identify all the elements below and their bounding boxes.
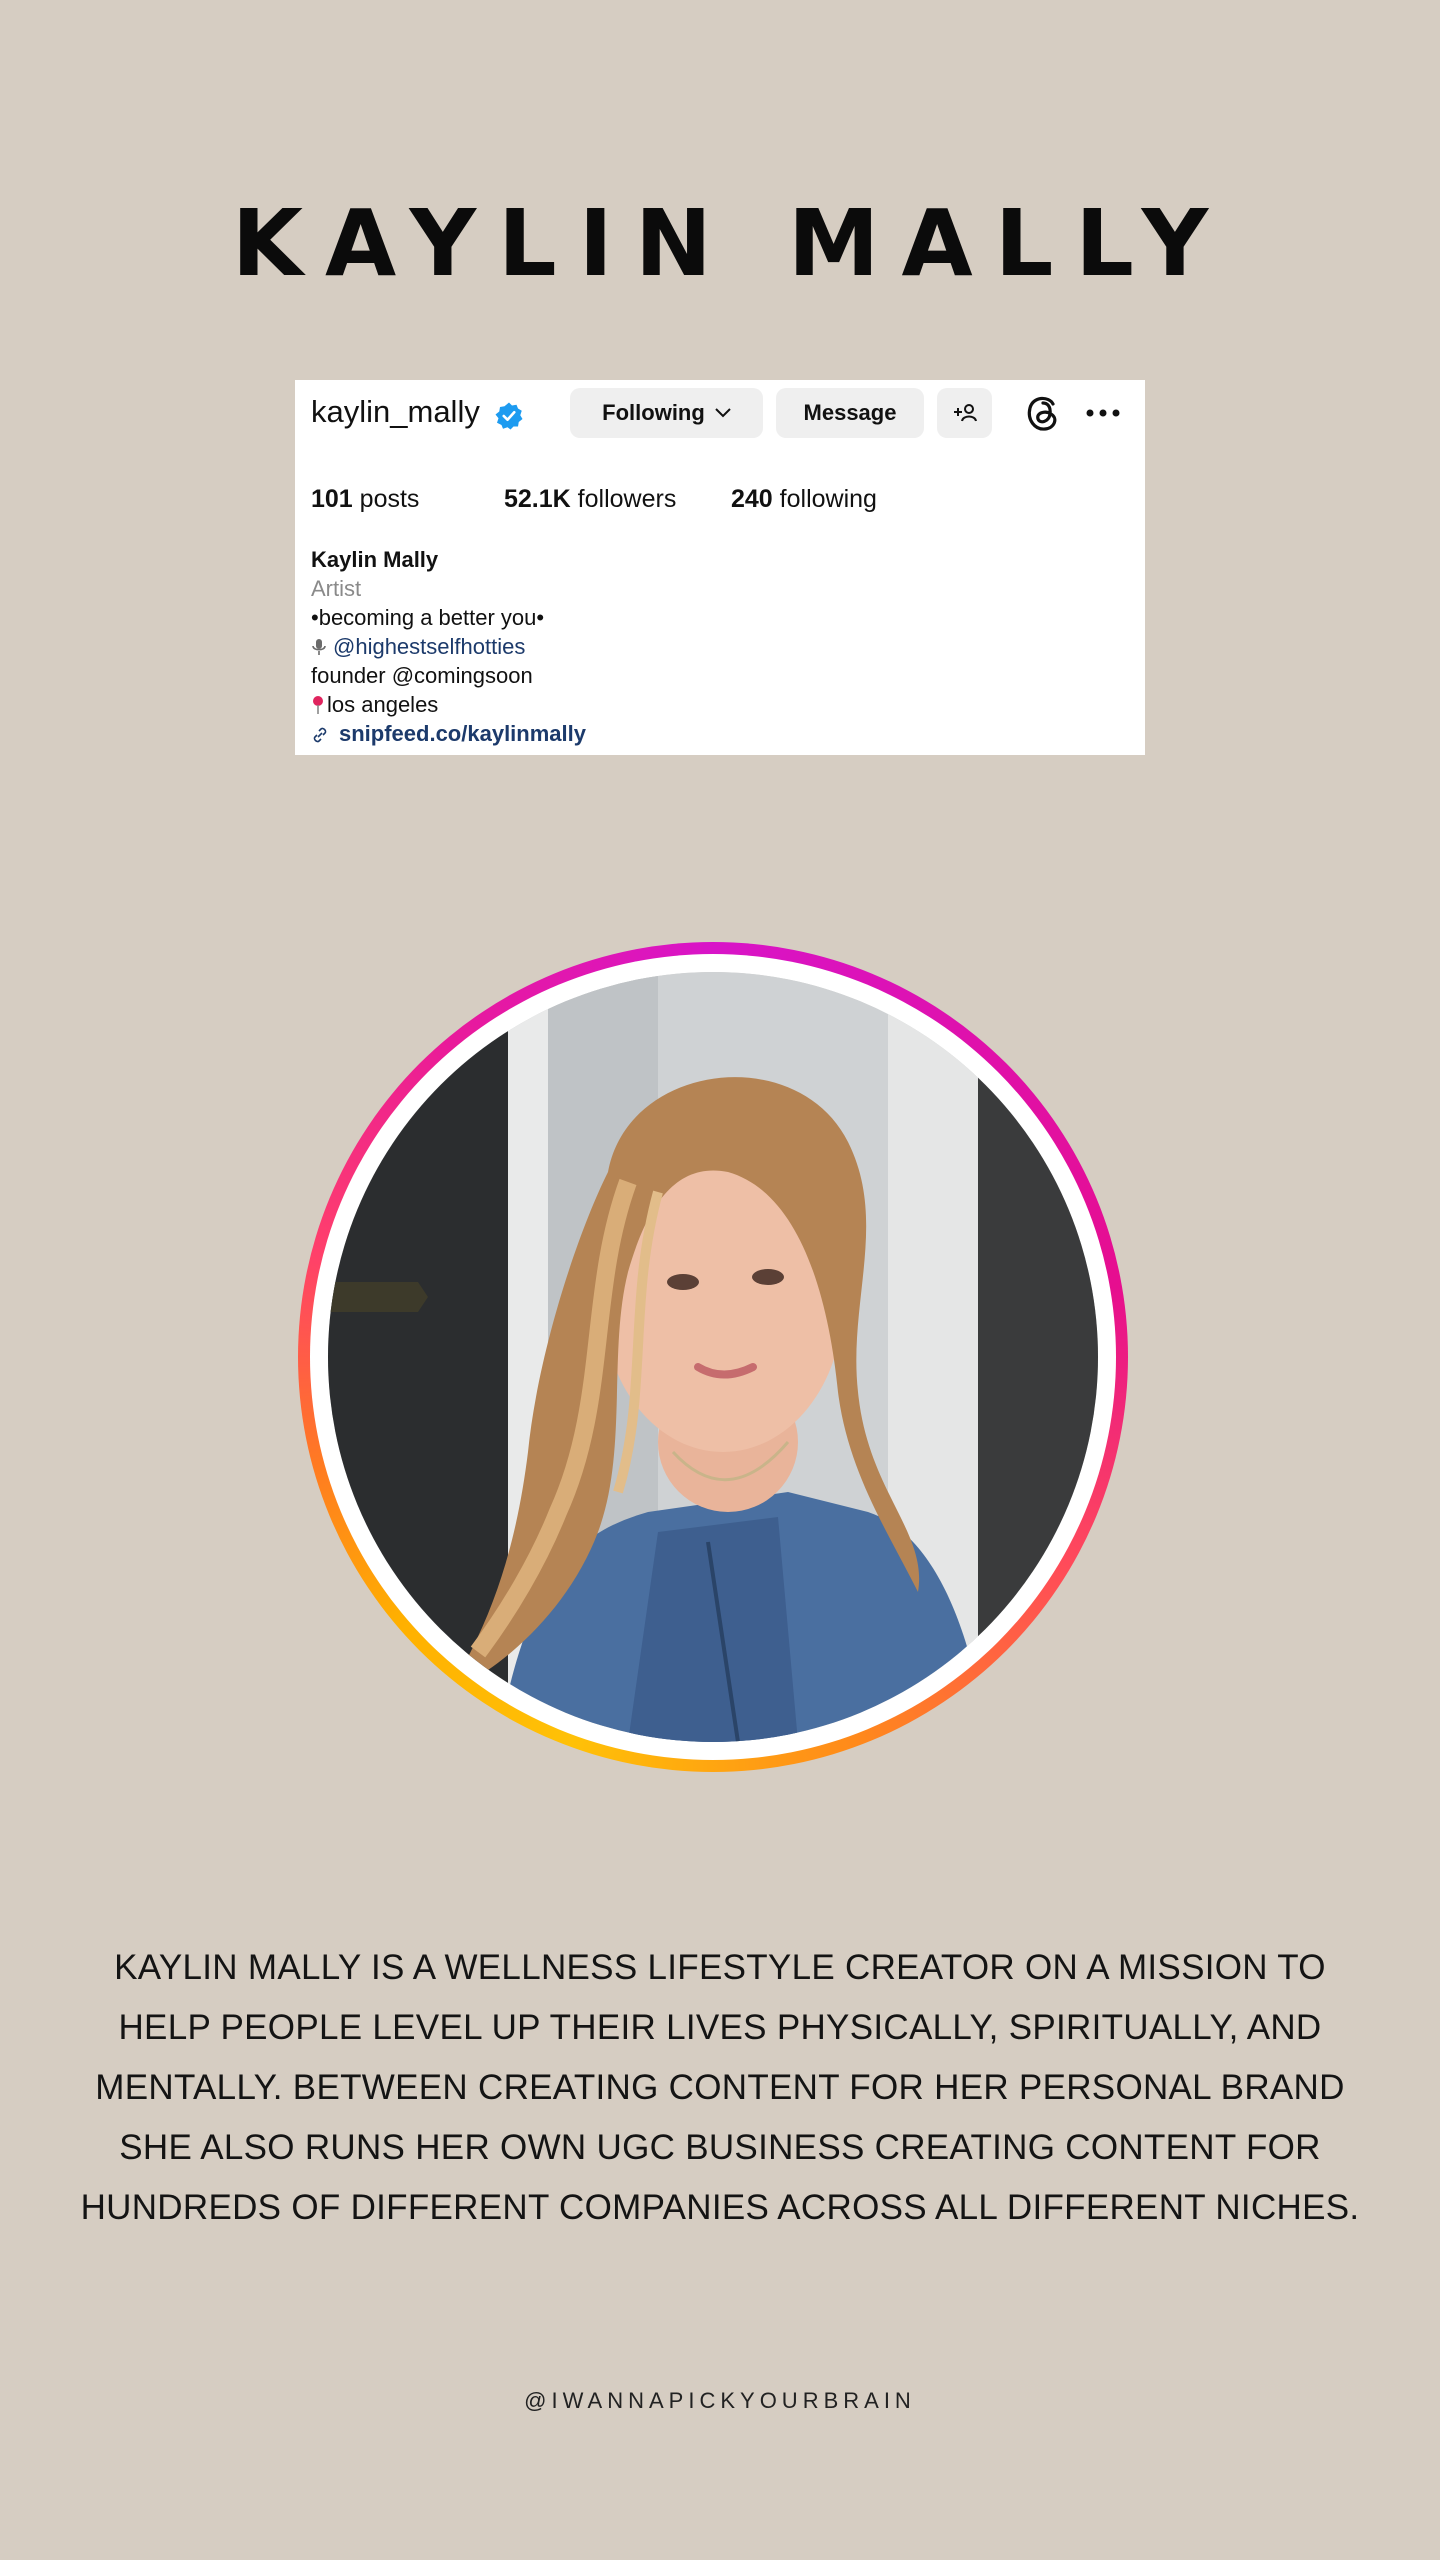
profile-username: kaylin_mally: [311, 394, 480, 429]
threads-icon[interactable]: [1023, 392, 1063, 434]
story-ring[interactable]: [298, 942, 1128, 1772]
description-line: SHE ALSO RUNS HER OWN UGC BUSINESS CREATING CONTENT FOR: [119, 2128, 1321, 2167]
bio-line-founder: founder @comingsoon: [311, 663, 533, 688]
description-line: KAYLIN MALLY IS A WELLNESS LIFESTYLE CREATOR ON A MISSION TO: [114, 1948, 1326, 1987]
footer-handle: @IWANNAPICKYOURBRAIN: [524, 2388, 916, 2413]
page-title: KAYLIN MALLY: [231, 190, 1231, 297]
avatar-photo-illustration: [328, 972, 1098, 1742]
bio-line-link: [311, 719, 586, 748]
bio-name: Kaylin Mally: [311, 547, 439, 572]
message-button-label: Message: [803, 400, 897, 425]
verified-badge-icon: [494, 401, 524, 431]
following-button-label: Following: [602, 400, 705, 425]
more-icon[interactable]: [1085, 407, 1121, 419]
add-user-icon: [952, 403, 978, 423]
microphone-icon: [311, 638, 327, 656]
avatar: [328, 972, 1098, 1742]
profile-bio: [311, 545, 586, 748]
add-user-button[interactable]: [937, 388, 992, 438]
bio-category: Artist: [311, 576, 362, 601]
stat-following[interactable]: [731, 485, 877, 514]
bio-line-podcast: [311, 632, 586, 661]
following-count: 240: [731, 485, 773, 513]
pin-icon: [311, 695, 325, 715]
stat-followers[interactable]: [504, 485, 676, 514]
following-button[interactable]: [570, 388, 763, 438]
posts-count: 101: [311, 485, 353, 513]
bio-website-link[interactable]: snipfeed.co/kaylinmally: [339, 721, 586, 746]
profile-description: [0, 1938, 1440, 2238]
message-button[interactable]: [776, 388, 924, 438]
bio-location: los angeles: [327, 692, 439, 717]
followers-label: followers: [577, 485, 677, 513]
description-line: HUNDREDS OF DIFFERENT COMPANIES ACROSS ALL DIFFERENT NICHES.: [80, 2188, 1360, 2227]
following-label: following: [779, 485, 877, 513]
link-icon: [311, 726, 329, 744]
bio-mention-link[interactable]: @highestselfhotties: [333, 634, 526, 659]
bio-line-tagline: •becoming a better you•: [311, 605, 545, 630]
chevron-down-icon: [715, 408, 731, 418]
profile-card: [295, 380, 1145, 755]
description-line: MENTALLY. BETWEEN CREATING CONTENT FOR HER PERSONAL BRAND: [95, 2068, 1345, 2107]
stat-posts[interactable]: [311, 485, 419, 514]
description-line: HELP PEOPLE LEVEL UP THEIR LIVES PHYSICALLY, SPIRITUALLY, AND: [118, 2008, 1322, 2047]
posts-label: posts: [359, 485, 420, 513]
followers-count: 52.1K: [504, 485, 571, 513]
bio-line-location: [311, 690, 586, 719]
